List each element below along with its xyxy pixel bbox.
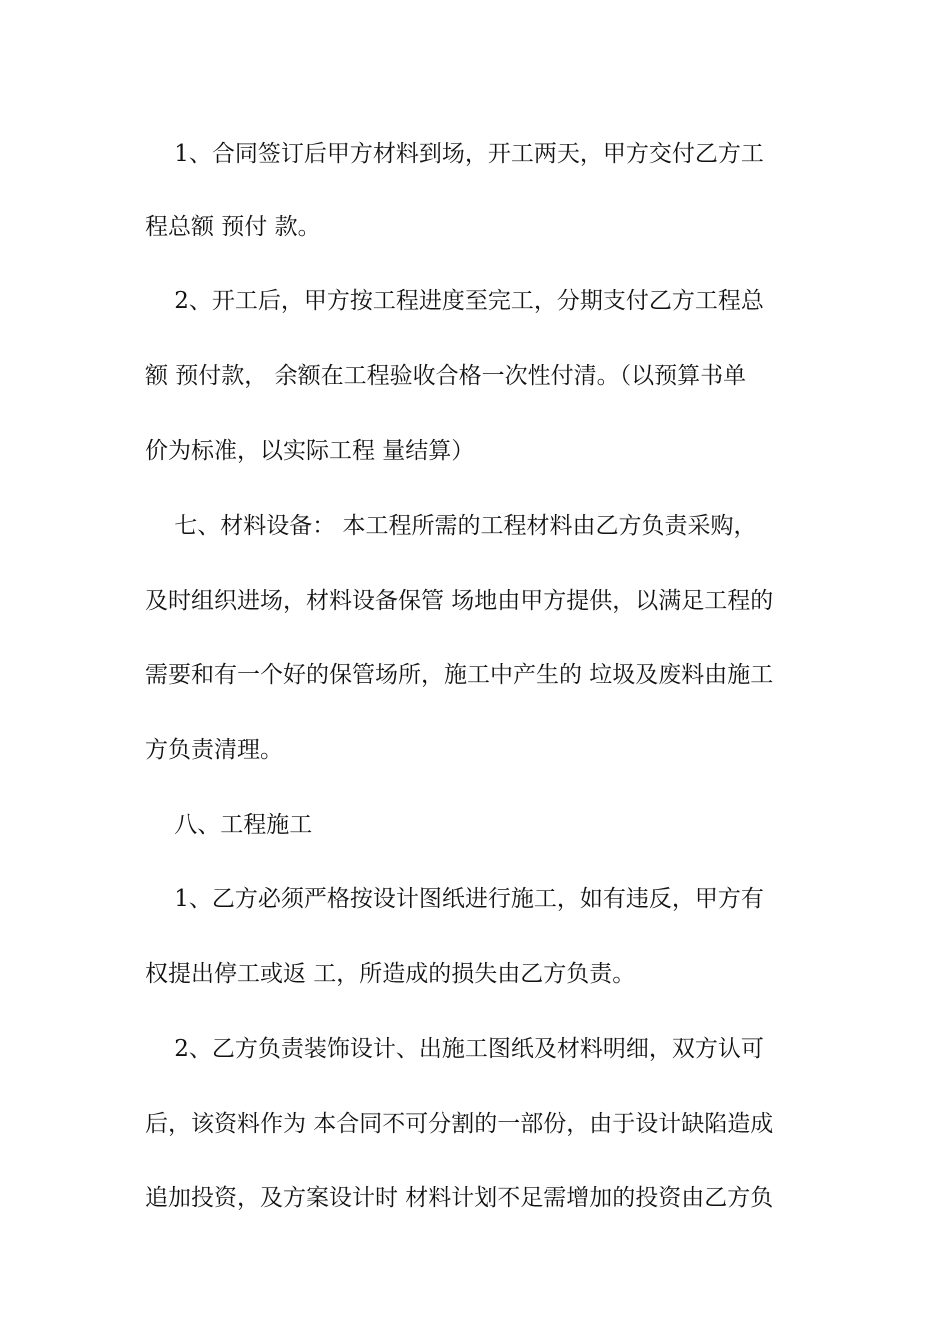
text-line: 程总额 预付 款。 xyxy=(145,214,321,240)
text-line: 需要和有一个好的保管场所，施工中产生的 垃圾及废料由施工 xyxy=(145,662,774,688)
text-line: 追加投资，及方案设计时 材料计划不足需增加的投资由乙方负 xyxy=(145,1185,774,1211)
text-line: 价为标准，以实际工程 量结算） xyxy=(145,438,475,464)
text-line: 2、乙方负责装饰设计、出施工图纸及材料明细，双方认可 xyxy=(145,1036,764,1062)
text-line: 1、乙方必须严格按设计图纸进行施工，如有违反，甲方有 xyxy=(145,886,764,912)
text-line: 七、材料设备： 本工程所需的工程材料由乙方负责采购， xyxy=(145,513,757,539)
text-line: 后，该资料作为 本合同不可分割的一部份，由于设计缺陷造成 xyxy=(145,1111,774,1137)
text-line: 权提出停工或返 工，所造成的损失由乙方负责。 xyxy=(145,961,636,987)
text-line: 2、开工后，甲方按工程进度至完工，分期支付乙方工程总 xyxy=(145,288,764,314)
text-line: 1、合同签订后甲方材料到场，开工两天，甲方交付乙方工 xyxy=(145,141,764,167)
text-line: 额 预付款， 余额在工程验收合格一次性付清。（以预算书单 xyxy=(145,363,747,389)
text-line: 八、工程施工 xyxy=(145,812,313,838)
text-line: 方负责清理。 xyxy=(145,737,283,763)
text-line: 及时组织进场，材料设备保管 场地由甲方提供，以满足工程的 xyxy=(145,588,774,614)
